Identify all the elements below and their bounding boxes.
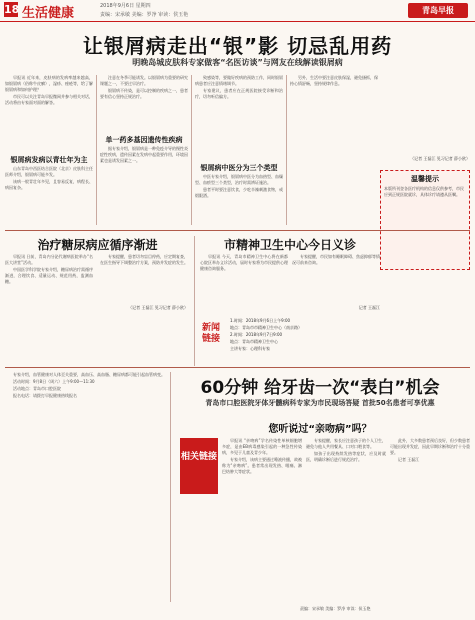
news-line: 1.时间：2018年9月6日上午9:00 [230,318,291,323]
paragraph: 注意在冬季可能诱发。以银屑病为重要的研究课题之一，不要过早治疗。 [100,75,188,86]
news-link-label: 新闻链接 [202,323,221,344]
news-line: 主讲专家：心理科专家 [230,346,270,351]
top-story-byline: （记者 王磊江 见习记者 薛小欧） [410,156,470,161]
story4-subtitle: 青岛市口腔医院牙体牙髓病科专家为市民现场答疑 首批50名患者可享优惠 [205,399,435,407]
paragraph: 据专家介绍，银屑病是一种免疫介导的慢性炎症性疾病，遗传因素在发病中起重要作用，环境因素也是诱发因素之一。 [100,146,188,163]
paragraph: 报名电话：请拨打早报健康热线报名 [13,393,77,398]
paragraph: 患者平时要注意饮食，少吃辛辣刺激食物，戒烟限酒。 [195,187,283,198]
paragraph: 专家建议，患者应在正规医院接受诊断和治疗，切勿听信偏方。 [195,88,283,99]
paragraph: 市民可以关注青岛早报微网并参与相关对话，活动将由专家面对面的解答。 [5,94,93,105]
notice-box [380,170,470,270]
top-story-col1b [5,166,93,226]
paragraph: 如孩子出现持续发热等症状，应及时就医，明确诊断后进行规范治疗。 [306,451,386,462]
top-story-title: 让银屑病走出“银”影 切忌乱用药 [82,34,393,58]
page-footer: 责编：宋承敏 美编：罗净 审读：侯玉艳 [300,606,371,611]
top-story-col2b [100,146,188,226]
top-story-subtitle: 明晚岛城皮肤科专家做客“名医访谈”与网友在线解读银屑病 [132,58,343,67]
paragraph: 专家提醒，市民如有睡眠障碍、焦虑抑郁等情况可前来咨询。 [292,254,380,265]
top-story-col1 [5,75,93,153]
newspaper-logo: 青岛早报 [408,3,468,18]
paragraph: 该病一般青壮年多见，且容易反复，病程长、病因复杂。 [5,179,93,190]
top-story-col3 [195,75,283,153]
story3-col1 [200,254,288,309]
notice-body: 本版所刊登各医疗机构的信息仅供参考，市民应到正规医院就诊，具体诊疗请遵从医嘱。 [384,186,464,197]
paragraph: 此外，大多数患者预后良好，但少数患者可能出现并发症，因此早期诊断和治疗十分重要。 [390,438,470,455]
news-link-details [230,317,410,352]
paragraph: 记者 王磊江 [398,457,420,462]
paragraph: 专家提醒，患者切勿盲目停药，应定期复查，在医生指导下调整治疗方案，预防并发症的发生。 [100,254,188,265]
paragraph: 银屑病不传染，是可以控制的疾病之一，患者要有信心坚持正规治疗。 [100,88,188,99]
column-divider [96,75,97,225]
editor-credits: 责编：宋承敏 美编：罗净 审读：侯玉艳 [100,12,189,18]
story4-body-col3 [390,438,470,603]
paragraph: 早报讯 近年来，皮肤病的发病率越来越高，如银屑病（俗称牛皮癣），湿疹、痤疮等，给了解银屑病和如何护理？ [5,75,93,92]
paragraph: 中国医学科学院专家介绍，糖尿病治疗需循序渐进，合理饮食、适量运动、规范用药，监测血糖。 [5,267,93,284]
page-header [0,0,475,22]
paragraph: 中医专家介绍，银屑病中医分为血热型、血燥型、血瘀型三个类型，治疗时需辨证施治。 [195,174,283,185]
issue-date: 2018年9月6日 星期四 [100,3,151,9]
paragraph: 另外，生活中要注意皮肤保湿，避免搔抓，保持心情舒畅，坚持规律作息。 [290,75,378,86]
section-divider [5,367,470,368]
paragraph: 山东青岛中西医结合医院（北京）皮肤科主任医师介绍，银屑病可能多发。 [5,166,93,177]
page-number: 18 [4,3,20,16]
column-divider [286,75,287,225]
story4-body-col1 [222,438,302,603]
top-story-col4 [290,75,378,155]
notice-title: 温馨提示 [411,175,439,183]
story4-body-col2 [306,438,386,603]
story3-col2 [292,254,380,304]
story2-col1 [5,254,93,316]
story2-byline: （记者 王磊江 见习记者 薛小欧） [128,305,188,310]
top-story-subhead-3: 银屑病中医分为三个类型 [200,164,278,172]
column-divider [191,75,192,225]
qa-question-title: 您听说过“亲吻病”吗？ [268,424,372,435]
paragraph: 早报讯 今天，青岛市精神卫生中心将在新都心院区举办义诊活动，届时专家将为市民提供心理健康咨询服务。 [200,254,288,271]
story2-col2 [100,254,188,304]
paragraph: 早报讯 日前，青岛内分泌代谢病医院举办“名医大讲堂”活动。 [5,254,93,265]
paragraph: 活动时间：9月8日（周六）上午9:00—11:30 [13,379,95,384]
top-story-col3b [195,174,283,226]
story4-title: 60分钟 给牙齿一次“表白”机会 [200,378,440,398]
paragraph: 活动地点：青岛市口腔医院 [13,386,61,391]
news-link-box [200,315,380,363]
section-title: 生活健康 [22,6,75,21]
news-line: 地点：青岛市精神卫生中心 [230,339,278,344]
news-line: 地点：青岛市市精神卫生中心（南京路） [230,325,302,330]
paragraph: 致感染等，要做好疾病的预防工作，同时银屑病患者应注意情绪调节。 [195,75,283,86]
paragraph: 专家介绍，该病主要通过唾液传播，故被称为“亲吻病”。患者常出现发热、咽痛、淋巴结肿大等症状。 [222,457,302,474]
related-link-badge: 相关链接 [180,438,218,494]
top-story-subhead-1: 银屑病发病以青壮年为主 [10,156,88,164]
story4-col1 [5,372,165,602]
paragraph: 专家介绍，血管健康对人体至关重要，高血压、高血脂、糖尿病都可能引起血管病变。 [13,372,165,377]
news-line: 2.时间：2018年9月7日9:00 [230,332,283,337]
top-story-subhead-2: 单一药多基因遗传性疾病 [105,136,183,144]
column-divider [194,236,195,366]
story2-title: 治疗糖尿病应循序渐进 [37,238,158,252]
paragraph: 专家提醒，家长应注意孩子的个人卫生，避免与他人共用餐具、口对口喂食等。 [306,438,386,449]
paragraph: 早报讯 “亲吻病”学名传染性单核细胞增多症，是由EB病毒感染引起的一种急性传染病，多见于儿童及青少年。 [222,438,302,455]
story3-title: 市精神卫生中心今日义诊 [223,238,356,252]
story3-byline: 记者 王磊江 [358,305,380,310]
section-divider [5,230,470,231]
